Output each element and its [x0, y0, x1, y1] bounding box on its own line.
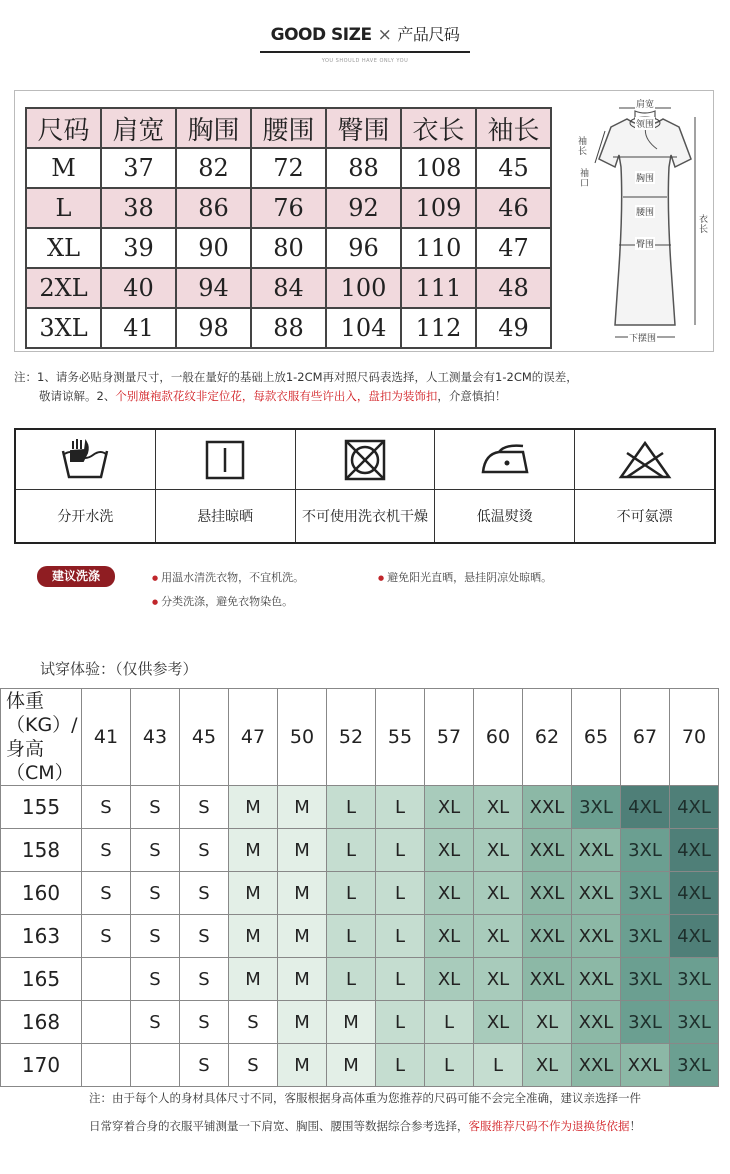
care-item [435, 430, 575, 542]
fit-title: 试穿体验：（仅供参考） [40, 660, 198, 678]
size-cell: 80 [251, 228, 326, 268]
fit-size-cell [82, 1001, 131, 1044]
size-cell: 110 [401, 228, 476, 268]
fit-size-cell: XL [474, 915, 523, 958]
fit-size-cell: M [278, 786, 327, 829]
size-cell: L [26, 188, 101, 228]
wash-tip: ● 避免阳光直晒，悬挂阴凉处晾晒。 [378, 569, 552, 585]
fit-size-cell: L [327, 872, 376, 915]
weight-header-cell: 50 [278, 689, 327, 786]
dress-measurement-diagram [575, 97, 715, 347]
fit-size-cell: S [82, 872, 131, 915]
fit-size-cell [131, 1044, 180, 1087]
page-subtitle: YOU SHOULD HAVE ONLY YOU [321, 58, 409, 64]
fit-size-cell: S [82, 915, 131, 958]
wash-badge: 建议洗涤 [37, 566, 115, 587]
height-cell: 168 [1, 1001, 82, 1044]
height-cell: 155 [1, 786, 82, 829]
notes-line-2-pre: 敬请谅解。2、 [39, 389, 116, 403]
size-row [26, 228, 551, 268]
care-item [156, 430, 296, 542]
diagram-label-sleeve: 袖长 [578, 137, 588, 157]
diagram-label-chest: 胸围 [635, 171, 655, 184]
footer-line-2-pre: 日常穿着合身的衣服平铺测量一下肩宽、胸围、腰围等数据综合参考选择， [89, 1119, 469, 1133]
fit-corner-cell [1, 689, 82, 786]
size-cell: XL [26, 228, 101, 268]
notes-line-2-post: ，介意慎拍！ [437, 389, 507, 403]
weight-header-cell: 41 [82, 689, 131, 786]
diagram-label-neck: 领围 [635, 117, 655, 130]
fit-size-cell: XL [425, 786, 474, 829]
wash-tip: ● 用温水清洗衣物，不宜机洗。 [152, 569, 304, 585]
size-cell: 48 [476, 268, 551, 308]
no-tumble-dry-icon [296, 430, 435, 490]
diagram-label-hip: 臀围 [635, 237, 655, 250]
height-cell: 158 [1, 829, 82, 872]
header-cell: 胸围 [176, 108, 251, 148]
size-cell: 40 [101, 268, 176, 308]
fit-row [1, 786, 719, 829]
fit-size-cell: M [278, 829, 327, 872]
fit-size-cell: S [131, 915, 180, 958]
fit-size-cell: 3XL [621, 958, 670, 1001]
height-cell: 165 [1, 958, 82, 1001]
size-cell: M [26, 148, 101, 188]
care-label: 分开水洗 [57, 509, 114, 525]
diagram-label-sleeve-opening: 袖口 [580, 169, 590, 189]
fit-size-cell: M [278, 872, 327, 915]
fit-row [1, 1001, 719, 1044]
fit-size-cell: L [327, 829, 376, 872]
header-cell: 臀围 [326, 108, 401, 148]
fit-size-cell: XL [425, 915, 474, 958]
care-item [575, 430, 714, 542]
weight-header-cell: 62 [523, 689, 572, 786]
size-row [26, 188, 551, 228]
size-cell: 49 [476, 308, 551, 348]
fit-size-cell: L [425, 1001, 474, 1044]
fit-size-cell: L [376, 1001, 425, 1044]
fit-size-cell: XL [425, 829, 474, 872]
page-title [0, 22, 730, 45]
footer-line-1: 注：由于每个人的身材具体尺寸不同，客服根据身高体重为您推荐的尺码可能不会完全准确，建议亲选择一件 [89, 1091, 641, 1105]
hang-dry-icon [156, 430, 295, 490]
corner-weight-label: 体重（KG）/ [6, 690, 78, 736]
fit-size-cell: XXL [523, 829, 572, 872]
fit-row [1, 1044, 719, 1087]
diagram-label-waist: 腰围 [635, 205, 655, 218]
fit-size-cell: L [376, 829, 425, 872]
size-cell: 88 [326, 148, 401, 188]
size-cell: 38 [101, 188, 176, 228]
fit-size-cell: M [327, 1044, 376, 1087]
fit-size-cell: XL [523, 1001, 572, 1044]
fit-size-cell: XXL [523, 958, 572, 1001]
fit-size-cell: 4XL [621, 786, 670, 829]
fit-size-cell: L [376, 872, 425, 915]
fit-size-cell [82, 1044, 131, 1087]
size-cell: 76 [251, 188, 326, 228]
footer-line-2-post: ！ [629, 1119, 641, 1133]
size-cell: 92 [326, 188, 401, 228]
fit-size-cell: XXL [572, 1001, 621, 1044]
fit-row [1, 915, 719, 958]
fit-size-cell: XL [474, 829, 523, 872]
wash-tip: ● 分类洗涤，避免衣物染色。 [152, 593, 293, 609]
weight-header-cell: 43 [131, 689, 180, 786]
fit-size-cell: S [82, 829, 131, 872]
size-cell: 2XL [26, 268, 101, 308]
fit-size-cell: 3XL [670, 958, 719, 1001]
weight-header-cell: 67 [621, 689, 670, 786]
size-cell: 39 [101, 228, 176, 268]
fit-size-cell: L [376, 958, 425, 1001]
weight-header-cell: 70 [670, 689, 719, 786]
fit-size-cell: 3XL [621, 1001, 670, 1044]
weight-header-cell: 47 [229, 689, 278, 786]
care-item [16, 430, 156, 542]
fit-size-cell: XL [474, 872, 523, 915]
size-cell: 45 [476, 148, 551, 188]
size-notes [14, 368, 719, 406]
low-iron-icon [435, 430, 574, 490]
fit-size-cell: XXL [523, 786, 572, 829]
fit-size-cell [82, 958, 131, 1001]
hand-wash-icon [16, 430, 155, 490]
fit-size-cell: 3XL [670, 1044, 719, 1087]
size-cell: 88 [251, 308, 326, 348]
title-cn: 产品尺码 [397, 25, 460, 44]
size-cell: 94 [176, 268, 251, 308]
fit-size-cell: 3XL [572, 786, 621, 829]
fit-size-cell: S [131, 786, 180, 829]
fit-size-cell: XL [474, 1001, 523, 1044]
fit-size-cell: S [180, 872, 229, 915]
size-chart-panel [14, 90, 714, 352]
fit-size-cell: XL [474, 786, 523, 829]
fit-table [0, 688, 719, 1087]
header-cell: 肩宽 [101, 108, 176, 148]
fit-table-body [1, 786, 719, 1087]
footer-line-2-highlight: 客服推荐尺码不作为退换货依据 [468, 1119, 630, 1133]
footer-line-2 [0, 1118, 730, 1134]
no-bleach-icon [575, 430, 714, 490]
dress-outline-icon [575, 97, 715, 347]
fit-size-cell: 3XL [621, 915, 670, 958]
fit-size-cell: 4XL [670, 872, 719, 915]
weight-header-cell: 65 [572, 689, 621, 786]
fit-size-cell: 3XL [621, 872, 670, 915]
height-cell: 160 [1, 872, 82, 915]
notes-line-1: 注：1、请务必贴身测量尺寸，一般在量好的基础上放1-2CM再对照尺码表选择，人工测量会有1-2CM的误差， [14, 370, 578, 384]
notes-line-2 [14, 387, 719, 406]
fit-size-cell: XL [523, 1044, 572, 1087]
fit-size-cell: S [131, 1001, 180, 1044]
fit-size-cell: S [229, 1044, 278, 1087]
care-instructions [14, 428, 716, 544]
size-cell: 109 [401, 188, 476, 228]
height-cell: 170 [1, 1044, 82, 1087]
title-separator: × [377, 25, 392, 45]
fit-size-cell: 3XL [621, 829, 670, 872]
fit-size-cell: XL [425, 872, 474, 915]
fit-size-cell: M [229, 786, 278, 829]
fit-size-cell: S [180, 1001, 229, 1044]
header-cell: 尺码 [26, 108, 101, 148]
size-cell: 46 [476, 188, 551, 228]
size-cell: 41 [101, 308, 176, 348]
fit-size-cell: XXL [572, 872, 621, 915]
fit-size-cell: XXL [621, 1044, 670, 1087]
fit-size-cell: S [131, 829, 180, 872]
fit-size-cell: M [278, 915, 327, 958]
fit-size-cell: S [180, 829, 229, 872]
size-cell: 84 [251, 268, 326, 308]
fit-size-cell: 4XL [670, 829, 719, 872]
header-cell: 袖长 [476, 108, 551, 148]
fit-size-cell: L [425, 1044, 474, 1087]
weight-header-cell: 60 [474, 689, 523, 786]
fit-size-cell: S [180, 1044, 229, 1087]
fit-size-cell: XXL [572, 829, 621, 872]
fit-size-cell: XXL [572, 915, 621, 958]
weight-header-cell: 52 [327, 689, 376, 786]
diagram-label-shoulder: 肩宽 [635, 97, 655, 110]
fit-table-header [1, 689, 719, 786]
weight-header-cell: 57 [425, 689, 474, 786]
fit-size-cell: M [229, 915, 278, 958]
fit-size-cell: M [278, 958, 327, 1001]
fit-size-cell: 3XL [670, 1001, 719, 1044]
size-cell: 72 [251, 148, 326, 188]
fit-size-cell: S [131, 872, 180, 915]
fit-row [1, 872, 719, 915]
size-cell: 90 [176, 228, 251, 268]
fit-size-cell: L [376, 786, 425, 829]
size-cell: 100 [326, 268, 401, 308]
fit-size-cell: XXL [572, 1044, 621, 1087]
weight-header-cell: 45 [180, 689, 229, 786]
diagram-label-length: 衣长 [699, 215, 709, 235]
fit-size-cell: XXL [572, 958, 621, 1001]
fit-size-cell: 4XL [670, 786, 719, 829]
care-label: 悬挂晾晒 [197, 509, 254, 525]
notes-line-2-highlight: 个别旗袍款花纹非定位花，每款衣服有些许出入，盘扣为装饰扣 [115, 389, 438, 403]
fit-size-cell: S [180, 915, 229, 958]
fit-size-cell: XXL [523, 915, 572, 958]
fit-size-cell: S [229, 1001, 278, 1044]
fit-size-cell: L [474, 1044, 523, 1087]
fit-size-cell: M [278, 1001, 327, 1044]
header-cell: 腰围 [251, 108, 326, 148]
size-row [26, 268, 551, 308]
fit-size-cell: M [327, 1001, 376, 1044]
fit-size-cell: L [327, 786, 376, 829]
title-en: GOOD SIZE [270, 25, 372, 45]
fit-size-cell: S [180, 958, 229, 1001]
height-cell: 163 [1, 915, 82, 958]
care-label: 不可氨漂 [616, 509, 673, 525]
fit-size-cell: M [229, 872, 278, 915]
size-row [26, 308, 551, 348]
size-cell: 37 [101, 148, 176, 188]
size-cell: 3XL [26, 308, 101, 348]
care-label: 低温熨烫 [476, 509, 533, 525]
fit-size-cell: XL [425, 958, 474, 1001]
header-cell: 衣长 [401, 108, 476, 148]
fit-size-cell: M [229, 829, 278, 872]
fit-row [1, 829, 719, 872]
fit-size-cell: XL [474, 958, 523, 1001]
size-cell: 47 [476, 228, 551, 268]
corner-height-label: 身高（CM） [6, 738, 74, 784]
fit-size-cell: S [180, 786, 229, 829]
fit-size-cell: XXL [523, 872, 572, 915]
fit-size-cell: M [229, 958, 278, 1001]
size-cell: 98 [176, 308, 251, 348]
fit-size-cell: L [327, 915, 376, 958]
size-cell: 82 [176, 148, 251, 188]
size-cell: 108 [401, 148, 476, 188]
diagram-label-hem: 下摆围 [628, 331, 657, 344]
size-row [26, 148, 551, 188]
size-cell: 112 [401, 308, 476, 348]
size-cell: 104 [326, 308, 401, 348]
fit-size-cell: S [131, 958, 180, 1001]
size-table [25, 107, 552, 349]
size-table-header [26, 108, 551, 148]
weight-header-cell: 55 [376, 689, 425, 786]
care-label: 不可使用洗衣机干燥 [301, 509, 428, 525]
fit-size-cell: 4XL [670, 915, 719, 958]
title-underline [260, 51, 470, 53]
page-header [0, 22, 730, 64]
fit-size-cell: L [327, 958, 376, 1001]
size-cell: 111 [401, 268, 476, 308]
fit-size-cell: L [376, 1044, 425, 1087]
fit-size-cell: S [82, 786, 131, 829]
fit-size-cell: M [278, 1044, 327, 1087]
fit-size-cell: L [376, 915, 425, 958]
size-cell: 86 [176, 188, 251, 228]
care-item [296, 430, 436, 542]
size-cell: 96 [326, 228, 401, 268]
fit-row [1, 958, 719, 1001]
